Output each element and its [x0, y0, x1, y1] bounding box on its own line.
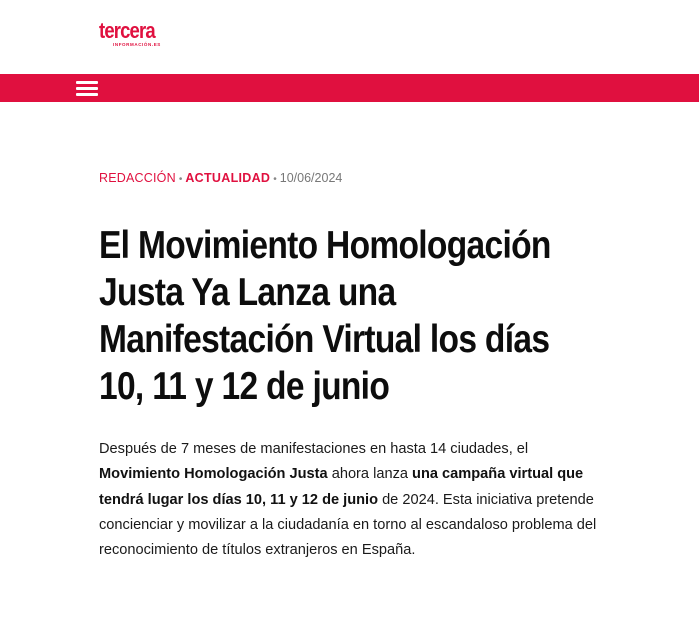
title-line: 10, 11 y 12 de junio: [99, 365, 390, 408]
site-header: [0, 0, 699, 74]
article-lead: [99, 437, 599, 563]
lead-text: ahora lanza: [327, 466, 413, 483]
logo-wordmark: tercera: [99, 18, 155, 43]
meta-separator: •: [178, 174, 183, 185]
title-line: Justa Ya Lanza una: [99, 271, 396, 314]
article-meta: [99, 169, 342, 187]
site-logo[interactable]: [99, 18, 161, 52]
menu-line: [76, 87, 98, 90]
lead-text: Después de 7 meses de manifestaciones en hasta 14 ciudades, el: [99, 441, 529, 457]
logo-subtext: INFORMACIÓN.ES: [113, 42, 161, 47]
article-title: [99, 222, 659, 410]
menu-line: [76, 81, 98, 84]
main-nav-bar: [0, 74, 699, 102]
lead-bold-text: Movimiento Homologación Justa: [99, 466, 328, 483]
meta-separator: •: [273, 174, 277, 185]
title-line: Manifestación Virtual los días: [99, 318, 550, 361]
menu-line: [76, 93, 98, 96]
title-line: El Movimiento Homologación: [99, 224, 551, 267]
lead-text: de 2024. Esta iniciativa pretende concienciar y movilizar a la ciudadanía en torno al escandaloso problema del reconocimiento de títulos extranjeros en España.: [99, 491, 597, 559]
hamburger-menu-icon[interactable]: [76, 80, 98, 97]
lead-bold-text: una campaña virtual que tendrá lugar los días 10, 11 y 12 de junio: [99, 466, 584, 508]
publish-date: 10/06/2024: [279, 171, 343, 185]
category-link[interactable]: ACTUALIDAD: [185, 171, 271, 185]
author-link[interactable]: REDACCIÓN: [99, 171, 176, 185]
